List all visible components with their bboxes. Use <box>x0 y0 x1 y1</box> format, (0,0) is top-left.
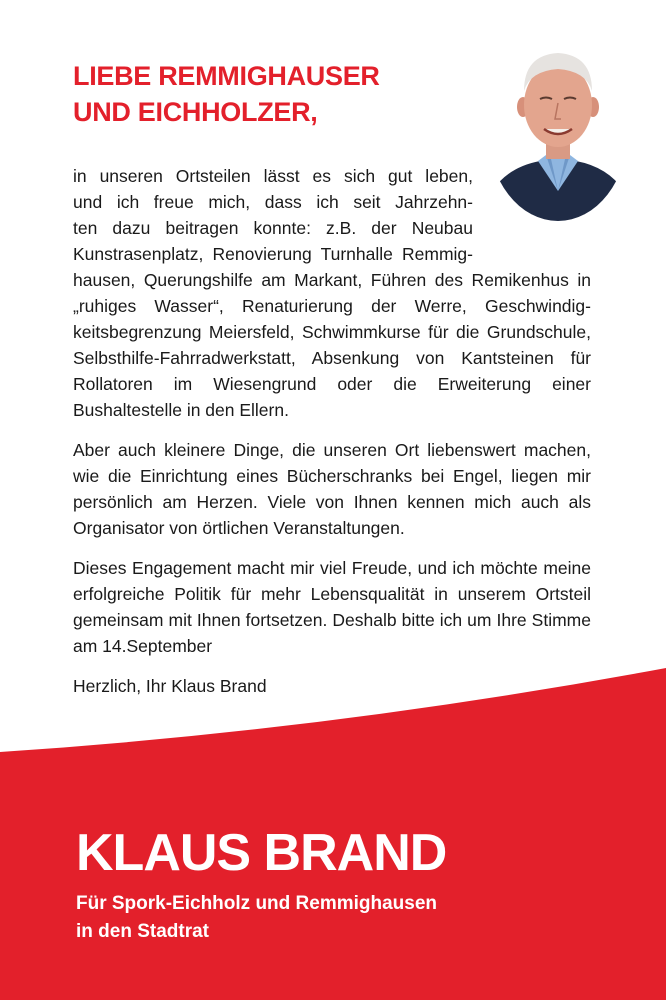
paragraph-engagement: Dieses Engagement macht mir viel Freude, und ich möchte meine erfolgreiche Politik für mehr Lebensqualität in unserem Ortsteil gemeinsam mit Ihnen fortsetzen. Deshalb bitte ich um Ihre Stimme am 14.September <box>73 558 591 656</box>
paragraph1-line3: ten dazu beitragen konnte: z.B. der Neubau <box>73 218 473 238</box>
paragraph1-rest: hausen, Querungshilfe am Markant, Führen des Remikenhus in „ruhiges Wasser“, Renaturierung der Werre, Geschwindigkeitsbegrenzung Meiersfeld, Schwimmkurse für die Grundschule, Selbsthilfe-Fahrradwerkstatt, Absenkung von Kantsteinen für Rollatoren im Wiesengrund oder die Erweiterung einer Bushaltestelle in den Ellern. <box>73 270 591 420</box>
candidate-name: KLAUS BRAND <box>76 824 447 882</box>
tagline-line1: Für Spork-Eichholz und Remmighausen <box>76 893 438 914</box>
signoff: Herzlich, Ihr Klaus Brand <box>73 676 267 696</box>
greeting-heading-line2: UND EICHHOLZER, <box>73 97 318 127</box>
paragraph1-line2: und ich freue mich, dass ich seit Jahrzehn- <box>73 192 473 212</box>
candidate-tagline <box>76 890 496 946</box>
paragraph1-line4: Kunstrasenplatz, Renovierung Turnhalle Remmig- <box>73 244 473 264</box>
letter-body <box>73 163 591 713</box>
paragraph-achievements <box>73 163 591 423</box>
greeting-heading-line1: LIEBE REMMIGHAUSER <box>73 61 380 91</box>
paragraph-small-things: Aber auch kleinere Dinge, die unseren Ort liebenswert machen, wie die Einrichtung eines Bücherschranks bei Engel, liegen mir persönlich am Herzen. Viele von Ihnen kennen mich auch als Organisator von örtlichen Veranstaltungen. <box>73 440 591 538</box>
greeting-heading <box>73 58 433 130</box>
paragraph1-line1: in unseren Ortsteilen lässt es sich gut leben, <box>73 166 473 186</box>
tagline-line2: in den Stadtrat <box>76 921 210 942</box>
